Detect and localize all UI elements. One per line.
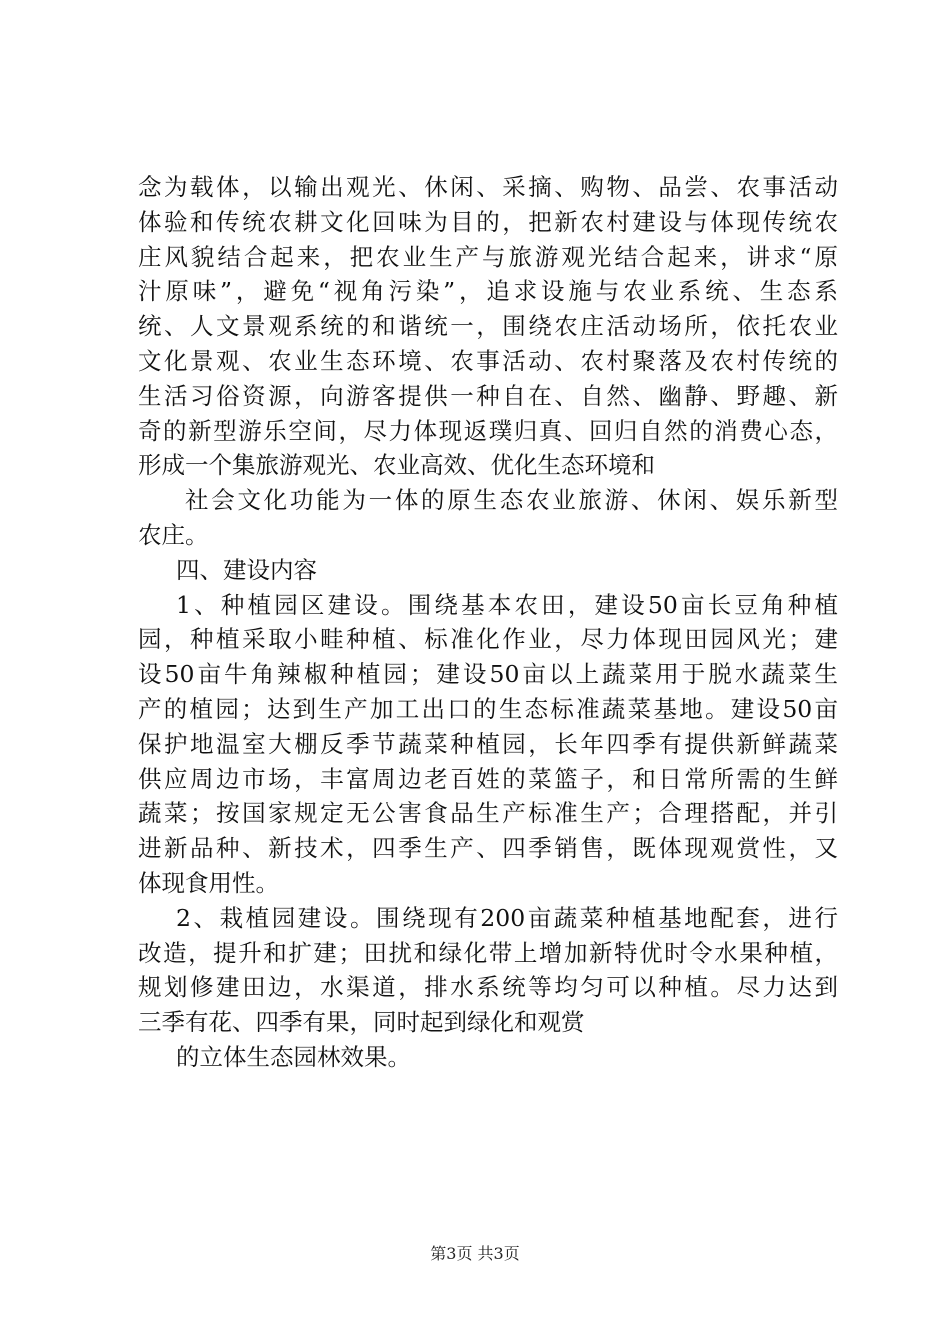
text-line: 统、人文景观系统的和谐统一，围绕农庄活动场所，依托农业	[138, 312, 838, 341]
text-line: 三季有花、四季有果，同时起到绿化和观赏	[138, 1008, 585, 1037]
text-line: 形成一个集旅游观光、农业高效、优化生态环境和	[138, 451, 655, 480]
text-line: 规划修建田边，水渠道，排水系统等均匀可以种植。尽力达到	[138, 973, 838, 1002]
text-line: 产的植园；达到生产加工出口的生态标准蔬菜基地。建设50亩	[138, 694, 838, 723]
text-line: 蔬菜；按国家规定无公害食品生产标准生产；合理搭配，并引	[138, 799, 838, 828]
text-line: 体验和传统农耕文化回味为目的，把新农村建设与体现传统农	[138, 207, 838, 236]
page-number-footer: 第3页 共3页	[430, 1244, 520, 1263]
text-line: 进新品种、新技术，四季生产、四季销售，既体现观赏性，又	[138, 834, 838, 863]
text-line: 体现食用性。	[138, 868, 279, 897]
text-line: 保护地温室大棚反季节蔬菜种植园，长年四季有提供新鲜蔬菜	[138, 729, 838, 758]
text-line: 2、栽植园建设。围绕现有200亩蔬菜种植基地配套，进行	[176, 903, 838, 932]
section-heading-text: 四、建设内容	[176, 555, 317, 584]
text-line: 文化景观、农业生态环境、农事活动、农村聚落及农村传统的	[138, 346, 838, 375]
text-line: 汁原味”，避免“视角污染”，追求设施与农业系统、生态系	[138, 277, 838, 306]
paragraph-continuation	[138, 170, 838, 483]
paragraph-item-1	[138, 588, 838, 901]
text-line: 园，种植采取小畦种植、标准化作业，尽力体现田园风光；建	[138, 625, 838, 654]
text-line: 念为载体，以输出观光、休闲、采摘、购物、品尝、农事活动	[138, 173, 838, 201]
text-line: 的立体生态园林效果。	[176, 1042, 411, 1071]
paragraph-closing	[138, 1040, 838, 1075]
text-line: 1、种植园区建设。围绕基本农田，建设50亩长豆角种植	[176, 590, 838, 619]
text-line: 庄风貌结合起来，把农业生产与旅游观光结合起来，讲求“原	[138, 242, 838, 271]
section-heading	[138, 553, 838, 588]
text-line: 社会文化功能为一体的原生态农业旅游、休闲、娱乐新型	[185, 486, 838, 515]
text-line: 奇的新型游乐空间，尽力体现返璞归真、回归自然的消费心态，	[138, 416, 838, 445]
text-line: 生活习俗资源，向游客提供一种自在、自然、幽静、野趣、新	[138, 381, 838, 410]
text-line: 设50亩牛角辣椒种植园；建设50亩以上蔬菜用于脱水蔬菜生	[138, 660, 838, 689]
paragraph-item-2	[138, 901, 838, 1040]
document-body	[138, 170, 838, 1075]
text-line: 农庄。	[138, 520, 209, 549]
text-line: 改造，提升和扩建；田扰和绿化带上增加新特优时令水果种植，	[138, 938, 838, 967]
paragraph-social-function	[138, 483, 838, 553]
text-line: 供应周边市场，丰富周边老百姓的菜篮子，和日常所需的生鲜	[138, 764, 838, 793]
